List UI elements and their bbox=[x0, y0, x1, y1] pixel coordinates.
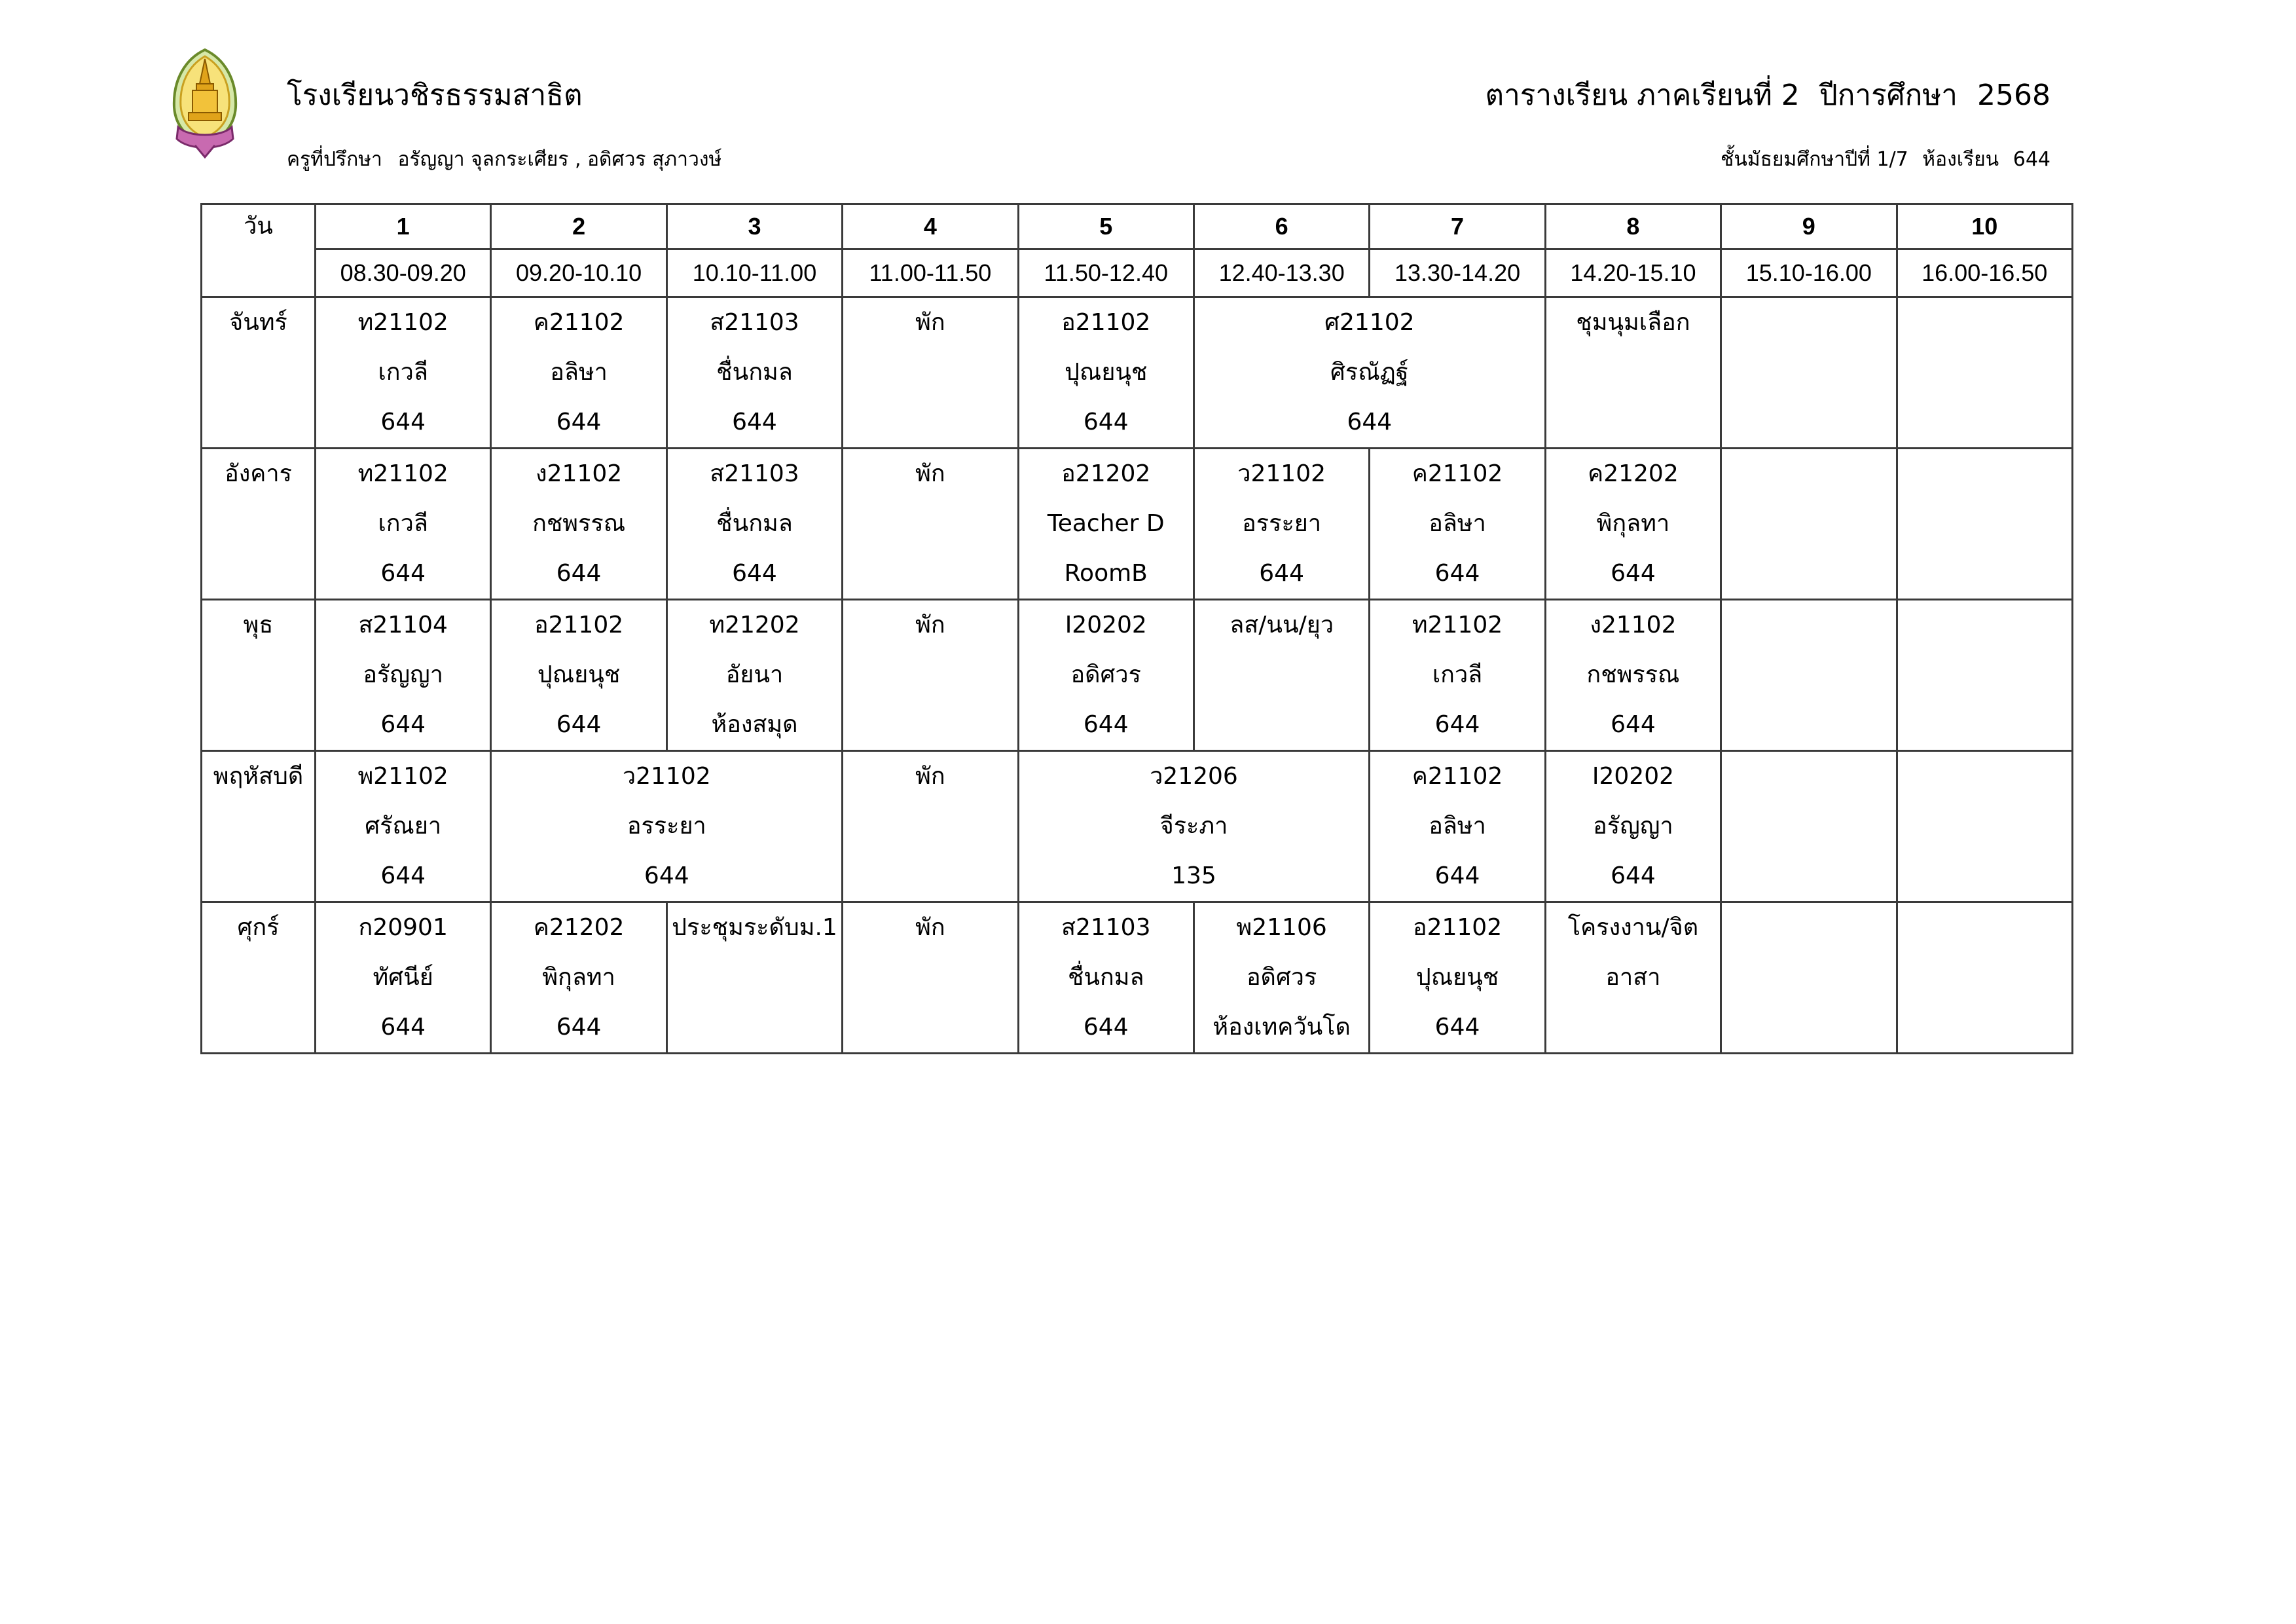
period-number: 3 bbox=[666, 204, 842, 249]
schedule-cell bbox=[1370, 449, 1545, 600]
teacher-name: ปุณยนุช bbox=[537, 661, 621, 688]
schedule-cell bbox=[666, 449, 842, 600]
room-location: 644 bbox=[1434, 560, 1480, 587]
teacher-name bbox=[843, 953, 1017, 1003]
subject-code bbox=[1722, 449, 1895, 499]
period-number: 6 bbox=[1194, 204, 1369, 249]
day-name-cell bbox=[202, 902, 316, 1054]
advisor-names: อรัญญา จุลกระเศียร , อดิศวร สุภาวงษ์ bbox=[397, 148, 722, 171]
room-location: 644 bbox=[380, 1014, 426, 1041]
room-location: 644 bbox=[732, 409, 777, 435]
schedule-cell bbox=[1194, 600, 1369, 751]
teacher-name: อาสา bbox=[1605, 964, 1661, 991]
schedule-cell bbox=[843, 751, 1018, 902]
subject-code: พัก bbox=[915, 914, 945, 941]
day-row bbox=[202, 449, 2073, 600]
teacher-name: ชื่นกมล bbox=[1067, 964, 1144, 991]
teacher-name bbox=[1898, 499, 2071, 549]
subject-code: ศ21102 bbox=[1324, 309, 1415, 336]
teacher-name bbox=[1722, 348, 1895, 397]
schedule-cell bbox=[1545, 751, 1721, 902]
schedule-cell bbox=[491, 297, 666, 449]
room-label: ห้องเรียน bbox=[1922, 148, 1999, 171]
room-location: 644 bbox=[380, 711, 426, 738]
teacher-name: ทัศนีย์ bbox=[373, 964, 433, 991]
subject-code: I20202 bbox=[1592, 763, 1674, 790]
teacher-name bbox=[1898, 650, 2071, 700]
teacher-name bbox=[1722, 953, 1895, 1003]
subject-code: ท21102 bbox=[357, 309, 448, 336]
room-location: 644 bbox=[380, 409, 426, 435]
day-row bbox=[202, 297, 2073, 449]
room-location bbox=[843, 1003, 1017, 1052]
subject-code: ส21103 bbox=[710, 309, 799, 336]
period-time: 08.30-09.20 bbox=[316, 249, 491, 297]
subject-code bbox=[1722, 752, 1895, 802]
teacher-name: อลิษา bbox=[550, 359, 608, 386]
period-time: 15.10-16.00 bbox=[1721, 249, 1897, 297]
room-location: 644 bbox=[556, 560, 602, 587]
teacher-name: พิกุลทา bbox=[1596, 510, 1670, 537]
teacher-name: อรัญญา bbox=[363, 661, 443, 688]
teacher-name bbox=[1898, 348, 2071, 397]
teacher-name: ปุณยนุช bbox=[1415, 964, 1499, 991]
period-number-row bbox=[202, 204, 2073, 249]
day-name: พฤหัสบดี bbox=[213, 763, 304, 790]
subject-code bbox=[1722, 298, 1895, 348]
teacher-name: ปุณยนุช bbox=[1065, 359, 1148, 386]
teacher-name bbox=[1722, 650, 1895, 700]
room-location: ห้องสมุด bbox=[711, 711, 798, 738]
teacher-name: อดิศวร bbox=[1246, 964, 1317, 991]
subject-code: อ21202 bbox=[1061, 460, 1151, 487]
schedule-cell bbox=[843, 297, 1018, 449]
day-name: อังคาร bbox=[225, 460, 292, 487]
subject-code: ท21102 bbox=[357, 460, 448, 487]
teacher-name: อลิษา bbox=[1429, 813, 1486, 840]
room-location: 644 bbox=[1611, 560, 1656, 587]
period-time: 09.20-10.10 bbox=[491, 249, 666, 297]
grade-level: ชั้นมัธยมศึกษาปีที่ 1/7 bbox=[1720, 148, 1908, 171]
room-location bbox=[1546, 1003, 1720, 1052]
schedule-cell bbox=[1018, 751, 1370, 902]
period-number: 4 bbox=[843, 204, 1018, 249]
subject-code: ค21202 bbox=[1588, 460, 1679, 487]
period-number: 8 bbox=[1545, 204, 1721, 249]
room-location: 644 bbox=[556, 1014, 602, 1041]
room-location bbox=[1898, 1003, 2071, 1052]
period-number: 10 bbox=[1897, 204, 2072, 249]
year-label: ปีการศึกษา bbox=[1819, 79, 1958, 112]
subject-code bbox=[1898, 903, 2071, 953]
schedule-cell bbox=[316, 600, 491, 751]
teacher-name: อรระยา bbox=[1242, 510, 1322, 537]
period-time: 11.00-11.50 bbox=[843, 249, 1018, 297]
subject-code: ค21102 bbox=[1412, 763, 1503, 790]
teacher-name: อัยนา bbox=[725, 661, 784, 688]
room-location: 644 bbox=[1083, 409, 1129, 435]
room-location: 644 bbox=[1083, 1014, 1129, 1041]
period-time: 16.00-16.50 bbox=[1897, 249, 2072, 297]
day-column-header: วัน bbox=[202, 204, 316, 297]
room-location bbox=[1898, 397, 2071, 447]
period-number: 7 bbox=[1370, 204, 1545, 249]
room-location: 644 bbox=[380, 560, 426, 587]
teacher-name: ชื่นกมล bbox=[716, 510, 793, 537]
schedule-cell bbox=[1721, 449, 1897, 600]
subject-code: พ21106 bbox=[1236, 914, 1327, 941]
teacher-name: อรัญญา bbox=[1593, 813, 1673, 840]
room-location: 644 bbox=[1434, 711, 1480, 738]
schedule-cell bbox=[1545, 297, 1721, 449]
room-number: 644 bbox=[2013, 148, 2050, 171]
semester-title: ตารางเรียน ภาคเรียนที่ 2 bbox=[1485, 79, 1800, 112]
room-location: 644 bbox=[732, 560, 777, 587]
schedule-cell bbox=[1897, 297, 2072, 449]
room-location bbox=[843, 700, 1017, 750]
teacher-name bbox=[1195, 650, 1368, 700]
subject-code: ค21102 bbox=[1412, 460, 1503, 487]
room-location bbox=[1722, 397, 1895, 447]
schedule-cell bbox=[1897, 751, 2072, 902]
teacher-name: ศรัณยา bbox=[365, 813, 442, 840]
teacher-name bbox=[668, 953, 841, 1003]
room-location bbox=[1898, 549, 2071, 599]
academic-year: 2568 bbox=[1977, 79, 2050, 112]
teacher-name: กชพรรณ bbox=[1586, 661, 1680, 688]
schedule-cell bbox=[316, 751, 491, 902]
subject-code: ว21102 bbox=[1237, 460, 1326, 487]
teacher-name: อลิษา bbox=[1429, 510, 1486, 537]
teacher-name: กชพรรณ bbox=[532, 510, 626, 537]
teacher-name: Teacher D bbox=[1047, 510, 1165, 537]
subject-code: พัก bbox=[915, 460, 945, 487]
room-location: 644 bbox=[1434, 1014, 1480, 1041]
subject-code: ก20901 bbox=[358, 914, 448, 941]
schedule-cell bbox=[1370, 751, 1545, 902]
subject-code: โครงงาน/จิต bbox=[1567, 914, 1699, 941]
period-time: 13.30-14.20 bbox=[1370, 249, 1545, 297]
room-location: 644 bbox=[1347, 409, 1393, 435]
room-location: 644 bbox=[1611, 711, 1656, 738]
room-location bbox=[1546, 397, 1720, 447]
period-time: 11.50-12.40 bbox=[1018, 249, 1194, 297]
subject-code: ค21202 bbox=[533, 914, 625, 941]
day-name-cell bbox=[202, 297, 316, 449]
subject-code: พัก bbox=[915, 612, 945, 638]
teacher-name: ชื่นกมล bbox=[716, 359, 793, 386]
room-location bbox=[1898, 851, 2071, 901]
subject-code bbox=[1898, 752, 2071, 802]
day-row bbox=[202, 600, 2073, 751]
teacher-name: เกวลี bbox=[378, 510, 428, 537]
teacher-name: อรระยา bbox=[627, 813, 706, 840]
period-number: 5 bbox=[1018, 204, 1194, 249]
subject-code bbox=[1722, 903, 1895, 953]
teacher-name bbox=[843, 802, 1017, 851]
schedule-cell bbox=[666, 902, 842, 1054]
day-name-cell bbox=[202, 751, 316, 902]
schedule-cell bbox=[1018, 449, 1194, 600]
room-location: 644 bbox=[1259, 560, 1304, 587]
schedule-cell bbox=[491, 902, 666, 1054]
schedule-cell bbox=[491, 751, 843, 902]
teacher-name bbox=[1722, 802, 1895, 851]
schedule-cell bbox=[666, 297, 842, 449]
teacher-name: เกวลี bbox=[378, 359, 428, 386]
advisor-label: ครูที่ปรึกษา bbox=[287, 148, 382, 171]
teacher-name bbox=[843, 348, 1017, 397]
advisor-line bbox=[287, 145, 731, 174]
subject-code: ส21103 bbox=[1061, 914, 1151, 941]
room-location bbox=[1195, 700, 1368, 750]
room-location bbox=[843, 549, 1017, 599]
subject-code: ว21102 bbox=[622, 763, 711, 790]
day-row bbox=[202, 751, 2073, 902]
teacher-name: พิกุลทา bbox=[542, 964, 615, 991]
subject-code bbox=[1898, 298, 2071, 348]
schedule-cell bbox=[1721, 600, 1897, 751]
schedule-cell bbox=[316, 449, 491, 600]
room-location: 644 bbox=[556, 711, 602, 738]
teacher-name bbox=[1546, 348, 1720, 397]
subject-code: ส21104 bbox=[358, 612, 448, 638]
timetable bbox=[200, 203, 2073, 1054]
room-location: ห้องเทควันโด bbox=[1212, 1014, 1351, 1041]
room-location: 644 bbox=[1083, 711, 1129, 738]
schedule-cell bbox=[1194, 449, 1369, 600]
schedule-cell bbox=[843, 449, 1018, 600]
schedule-cell bbox=[1897, 600, 2072, 751]
class-info bbox=[1713, 145, 2050, 174]
room-location: 644 bbox=[1434, 862, 1480, 889]
period-number: 9 bbox=[1721, 204, 1897, 249]
subject-code bbox=[1898, 449, 2071, 499]
subject-code: ท21102 bbox=[1412, 612, 1503, 638]
schedule-cell bbox=[1545, 600, 1721, 751]
subject-code: ค21102 bbox=[533, 309, 625, 336]
teacher-name: ศิรณัฏฐ์ bbox=[1330, 359, 1409, 386]
teacher-name: อดิศวร bbox=[1070, 661, 1141, 688]
subject-code: ง21102 bbox=[536, 460, 623, 487]
period-time: 14.20-15.10 bbox=[1545, 249, 1721, 297]
room-location: 135 bbox=[1171, 862, 1216, 889]
period-time: 10.10-11.00 bbox=[666, 249, 842, 297]
room-location bbox=[1722, 700, 1895, 750]
schedule-cell bbox=[1018, 902, 1194, 1054]
schedule-cell bbox=[1194, 902, 1369, 1054]
schedule-cell bbox=[1897, 449, 2072, 600]
schedule-cell bbox=[1018, 600, 1194, 751]
subject-code: พ21102 bbox=[357, 763, 448, 790]
day-name-cell bbox=[202, 449, 316, 600]
subject-code: I20202 bbox=[1065, 612, 1147, 638]
teacher-name bbox=[843, 650, 1017, 700]
school-name: โรงเรียนวชิรธรรมสาธิต bbox=[287, 79, 583, 112]
subject-code: ท21202 bbox=[709, 612, 800, 638]
schedule-cell bbox=[1370, 600, 1545, 751]
teacher-name bbox=[1898, 802, 2071, 851]
period-time: 12.40-13.30 bbox=[1194, 249, 1369, 297]
school-logo bbox=[169, 47, 241, 158]
room-location bbox=[843, 851, 1017, 901]
room-location bbox=[1722, 1003, 1895, 1052]
subject-code: ง21102 bbox=[1590, 612, 1677, 638]
teacher-name bbox=[1898, 953, 2071, 1003]
subject-code: ส21103 bbox=[710, 460, 799, 487]
subject-code: ว21206 bbox=[1150, 763, 1238, 790]
room-location: 644 bbox=[644, 862, 689, 889]
room-location bbox=[1722, 549, 1895, 599]
period-number: 1 bbox=[316, 204, 491, 249]
subject-code: ชุมนุมเลือก bbox=[1576, 309, 1690, 336]
schedule-cell bbox=[843, 902, 1018, 1054]
schedule-cell bbox=[316, 902, 491, 1054]
schedule-cell bbox=[1721, 297, 1897, 449]
room-location bbox=[843, 397, 1017, 447]
subject-code: อ21102 bbox=[534, 612, 624, 638]
teacher-name: เกวลี bbox=[1432, 661, 1483, 688]
schedule-cell bbox=[1545, 449, 1721, 600]
schedule-cell bbox=[491, 449, 666, 600]
day-name-cell bbox=[202, 600, 316, 751]
schedule-cell bbox=[491, 600, 666, 751]
subject-code: ลส/นน/ยุว bbox=[1230, 612, 1334, 638]
schedule-cell bbox=[1897, 902, 2072, 1054]
timetable-title bbox=[1475, 76, 2050, 115]
schedule-cell bbox=[1721, 902, 1897, 1054]
subject-code: พัก bbox=[915, 309, 945, 336]
room-location bbox=[1722, 851, 1895, 901]
subject-code bbox=[1898, 600, 2071, 650]
subject-code: อ21102 bbox=[1412, 914, 1503, 941]
schedule-cell bbox=[1721, 751, 1897, 902]
schedule-cell bbox=[316, 297, 491, 449]
room-location bbox=[668, 1003, 841, 1052]
schedule-cell bbox=[1194, 297, 1545, 449]
schedule-cell bbox=[1370, 902, 1545, 1054]
teacher-name: จีระภา bbox=[1159, 813, 1228, 840]
schedule-cell bbox=[843, 600, 1018, 751]
room-location: RoomB bbox=[1064, 560, 1148, 587]
subject-code: ประชุมระดับม.1 bbox=[672, 914, 837, 941]
room-location: 644 bbox=[1611, 862, 1656, 889]
room-location: 644 bbox=[380, 862, 426, 889]
day-name: พุธ bbox=[243, 612, 274, 638]
day-row bbox=[202, 902, 2073, 1054]
subject-code: อ21102 bbox=[1061, 309, 1151, 336]
teacher-name bbox=[1722, 499, 1895, 549]
teacher-name bbox=[843, 499, 1017, 549]
schedule-cell bbox=[1018, 297, 1194, 449]
room-location: 644 bbox=[556, 409, 602, 435]
day-name: จันทร์ bbox=[229, 309, 287, 336]
schedule-cell bbox=[666, 600, 842, 751]
schedule-cell bbox=[1545, 902, 1721, 1054]
subject-code: พัก bbox=[915, 763, 945, 790]
room-location bbox=[1898, 700, 2071, 750]
period-number: 2 bbox=[491, 204, 666, 249]
subject-code bbox=[1722, 600, 1895, 650]
day-name: ศุกร์ bbox=[237, 914, 280, 941]
period-time-row bbox=[202, 249, 2073, 297]
